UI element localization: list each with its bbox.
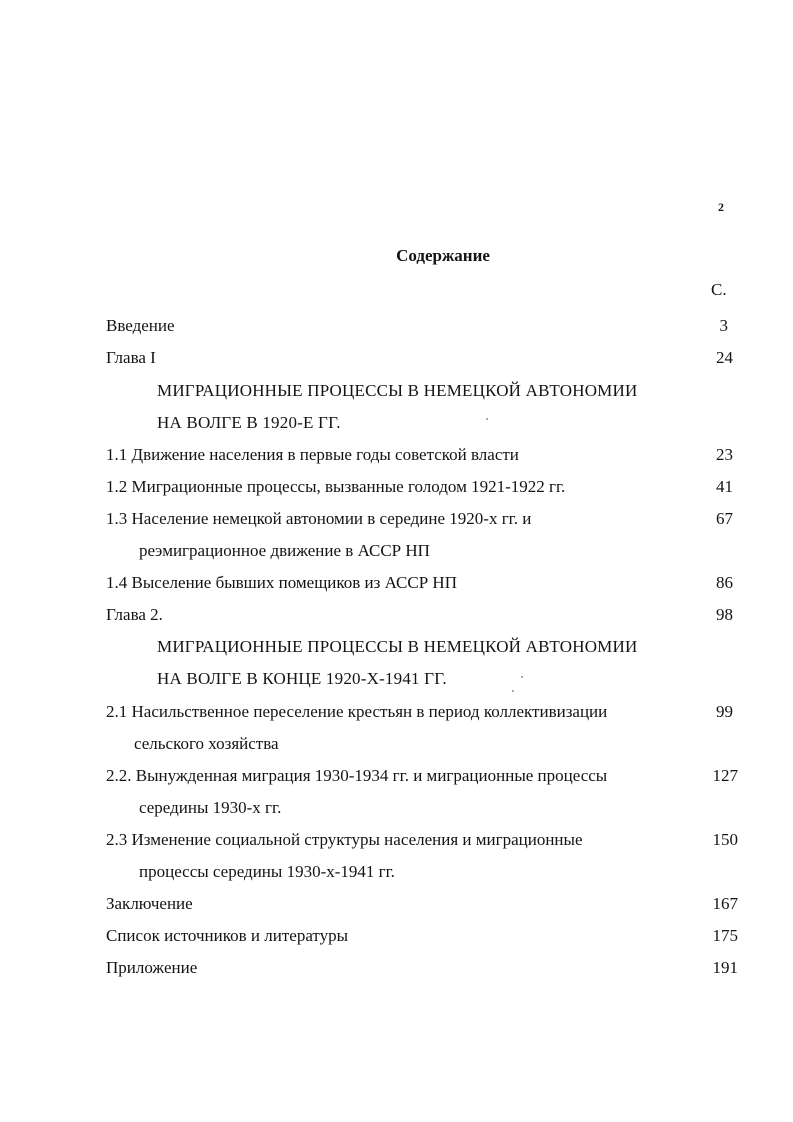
toc-entry-2-2-cont: середины 1930-х гг. bbox=[139, 798, 282, 817]
toc-page-sources: 175 bbox=[712, 926, 738, 945]
toc-page-1-3: 67 bbox=[716, 509, 733, 528]
scan-speck bbox=[521, 676, 523, 678]
toc-entry-introduction: Введение bbox=[106, 316, 175, 335]
toc-entry-conclusion: Заключение bbox=[106, 894, 193, 913]
toc-entry-2-1-cont: сельского хозяйства bbox=[134, 734, 279, 753]
toc-page-1-4: 86 bbox=[716, 573, 733, 592]
page-number: 2 bbox=[718, 200, 724, 214]
scan-speck bbox=[486, 418, 488, 420]
toc-page-1-2: 41 bbox=[716, 477, 733, 496]
toc-page-2-2: 127 bbox=[712, 766, 738, 785]
toc-page-appendix: 191 bbox=[712, 958, 738, 977]
page-column-label: С. bbox=[711, 280, 727, 299]
toc-entry-chapter-2: Глава 2. bbox=[106, 605, 163, 624]
toc-title: Содержание bbox=[396, 246, 490, 265]
toc-entry-2-1: 2.1 Насильственное переселение крестьян в период коллективизации bbox=[106, 702, 608, 721]
toc-page-2-1: 99 bbox=[716, 702, 733, 721]
scan-speck bbox=[512, 690, 514, 692]
toc-page-1-1: 23 bbox=[716, 445, 733, 464]
toc-entry-1-3: 1.3 Население немецкой автономии в середине 1920-х гг. и bbox=[106, 509, 532, 528]
toc-entry-sources: Список источников и литературы bbox=[106, 926, 349, 945]
toc-page-chapter-1: 24 bbox=[716, 348, 733, 367]
toc-entry-1-4: 1.4 Выселение бывших помещиков из АССР НП bbox=[106, 573, 457, 592]
toc-entry-2-2: 2.2. Вынужденная миграция 1930-1934 гг. и миграционные процессы bbox=[106, 766, 608, 785]
toc-page-conclusion: 167 bbox=[712, 894, 738, 913]
toc-page-introduction: 3 bbox=[719, 316, 728, 335]
toc-entry-2-3: 2.3 Изменение социальной структуры населения и миграционные bbox=[106, 830, 583, 849]
toc-entry-1-1: 1.1 Движение населения в первые годы советской власти bbox=[106, 445, 519, 464]
chapter-2-title-line-2: НА ВОЛГЕ В КОНЦЕ 1920-Х-1941 ГГ. bbox=[157, 669, 447, 688]
toc-entry-2-3-cont: процессы середины 1930-х-1941 гг. bbox=[139, 862, 395, 881]
toc-entry-chapter-1: Глава I bbox=[106, 348, 156, 367]
chapter-2-title-line-1: МИГРАЦИОННЫЕ ПРОЦЕССЫ В НЕМЕЦКОЙ АВТОНОМИИ bbox=[157, 637, 638, 656]
chapter-1-title-line-2: НА ВОЛГЕ В 1920-Е ГГ. bbox=[157, 413, 341, 432]
toc-page-2-3: 150 bbox=[712, 830, 738, 849]
toc-entry-1-2: 1.2 Миграционные процессы, вызванные голодом 1921-1922 гг. bbox=[106, 477, 566, 496]
chapter-1-title-line-1: МИГРАЦИОННЫЕ ПРОЦЕССЫ В НЕМЕЦКОЙ АВТОНОМИИ bbox=[157, 381, 638, 400]
toc-page-chapter-2: 98 bbox=[716, 605, 733, 624]
toc-entry-appendix: Приложение bbox=[106, 958, 198, 977]
toc-entry-1-3-cont: реэмиграционное движение в АССР НП bbox=[139, 541, 430, 560]
